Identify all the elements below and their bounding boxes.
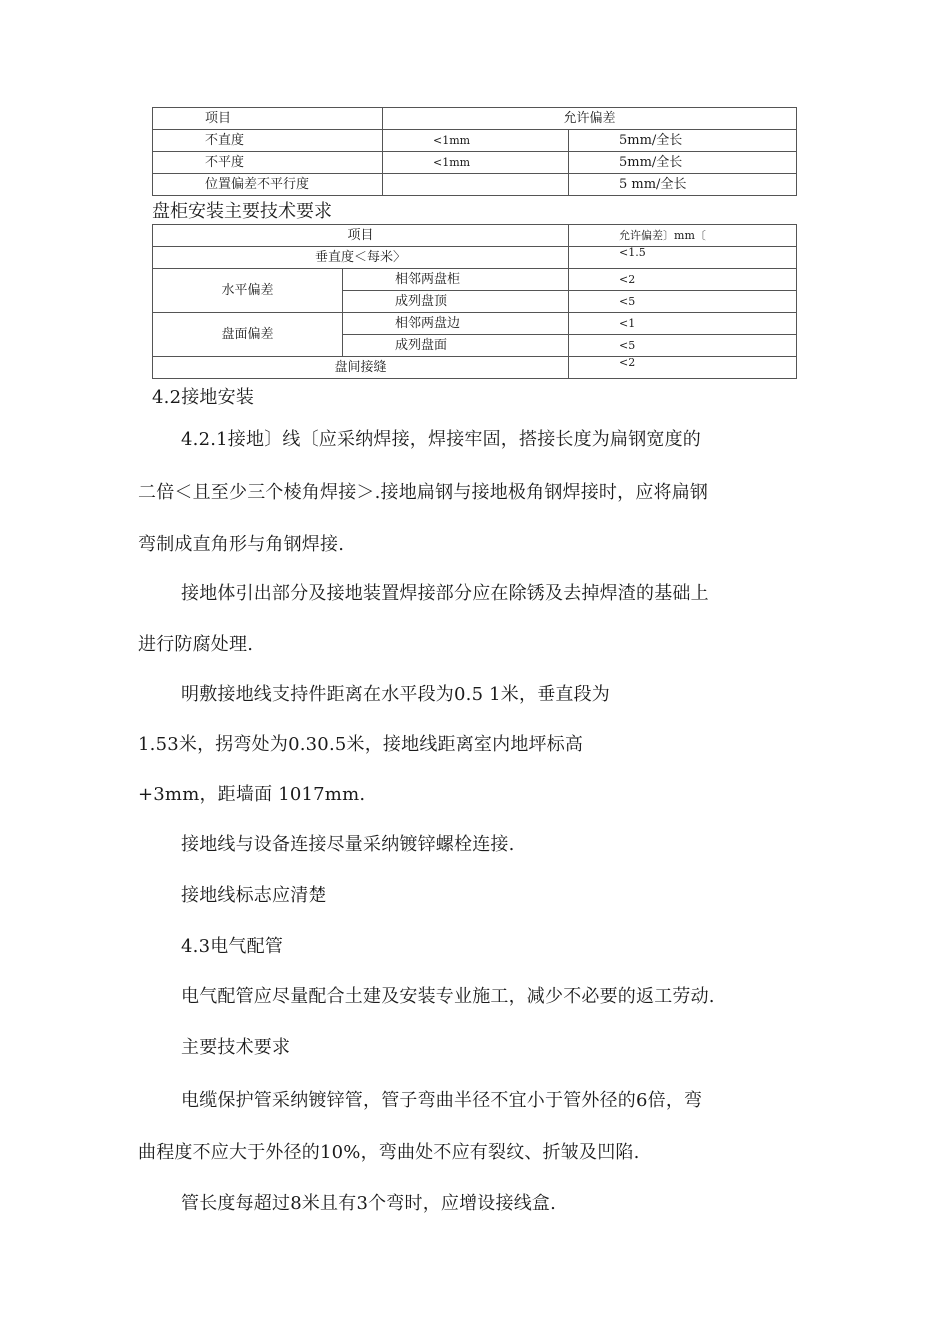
paragraph-line: 弯制成直角形与角钢焊接. — [138, 534, 345, 555]
table-cell: <1.5 — [569, 247, 797, 269]
table-cell: 相邻两盘柜 — [343, 269, 569, 291]
table-cell: 不平度 — [153, 152, 383, 174]
table-header-cell: 项目 — [153, 225, 569, 247]
table-cell — [383, 174, 569, 196]
table-row — [153, 313, 797, 335]
tolerance-table-1 — [152, 107, 797, 196]
table-cell: 5mm/全长 — [569, 152, 797, 174]
table-cell: <1mm — [383, 130, 569, 152]
table-cell: 位置偏差不平行度 — [153, 174, 383, 196]
table-cell: 5 mm/全长 — [569, 174, 797, 196]
paragraph-line: 电气配管应尽量配合土建及安装专业施工，减少不必要的返工劳动. — [181, 986, 715, 1007]
table-cell: 成列盘面 — [343, 335, 569, 357]
paragraph-line: 明敷接地线支持件距离在水平段为0.5 1米，垂直段为 — [181, 684, 610, 705]
table-cell: <2 — [569, 357, 797, 379]
table-cell: 盘间接缝 — [153, 357, 569, 379]
heading-conduit: 4.3电气配管 — [181, 936, 284, 957]
table-cell: 不直度 — [153, 130, 383, 152]
paragraph-line: 电缆保护管采纳镀锌管，管子弯曲半径不宜小于管外径的6倍，弯 — [181, 1090, 703, 1111]
table-row — [153, 174, 797, 196]
paragraph-line: 接地线与设备连接尽量采纳镀锌螺栓连接. — [181, 834, 515, 855]
table-row — [153, 357, 797, 379]
paragraph-line: 主要技术要求 — [181, 1037, 291, 1058]
paragraph-line: 管长度每超过8米且有3个弯时，应增设接线盒. — [181, 1193, 557, 1214]
paragraph-line: 4.2.1接地〕线〔应采纳焊接，焊接牢固，搭接长度为扁钢宽度的 — [181, 429, 701, 450]
section-title: 盘柜安装主要技术要求 — [152, 201, 332, 222]
table-header-cell: 允许偏差〕mm〔 — [569, 225, 797, 247]
paragraph-line: 1.53米，拐弯处为0.30.5米，接地线距离室内地坪标高 — [138, 734, 584, 755]
tolerance-table-2 — [152, 224, 797, 379]
table-cell: 垂直度＜每米〉 — [153, 247, 569, 269]
table-cell: 相邻两盘边 — [343, 313, 569, 335]
paragraph-line: 曲程度不应大于外径的10%，弯曲处不应有裂纹、折皱及凹陷. — [138, 1142, 640, 1163]
heading-grounding: 4.2接地安装 — [152, 387, 255, 408]
paragraph-line: 二倍＜且至少三个棱角焊接＞.接地扁钢与接地极角钢焊接时，应将扁钢 — [138, 482, 709, 503]
table-row — [153, 269, 797, 291]
table-cell: <1 — [569, 313, 797, 335]
table-row — [153, 152, 797, 174]
table-cell: 成列盘顶 — [343, 291, 569, 313]
paragraph-line: 接地体引出部分及接地装置焊接部分应在除锈及去掉焊渣的基础上 — [181, 583, 709, 604]
table-cell: <1mm — [383, 152, 569, 174]
table-row — [153, 108, 797, 130]
table-header-cell: 允许偏差 — [383, 108, 797, 130]
table-cell: 5mm/全长 — [569, 130, 797, 152]
table-row — [153, 247, 797, 269]
paragraph-line: 进行防腐处理. — [138, 634, 254, 655]
table-row — [153, 130, 797, 152]
table-cell: <5 — [569, 335, 797, 357]
table-cell: <5 — [569, 291, 797, 313]
paragraph-line: 接地线标志应清楚 — [181, 885, 327, 906]
table-cell: 盘面偏差 — [153, 313, 343, 357]
table-header-cell: 项目 — [153, 108, 383, 130]
table-cell: <2 — [569, 269, 797, 291]
table-cell: 水平偏差 — [153, 269, 343, 313]
table-row — [153, 225, 797, 247]
paragraph-line: +3mm，距墙面 1017mm. — [138, 784, 366, 805]
